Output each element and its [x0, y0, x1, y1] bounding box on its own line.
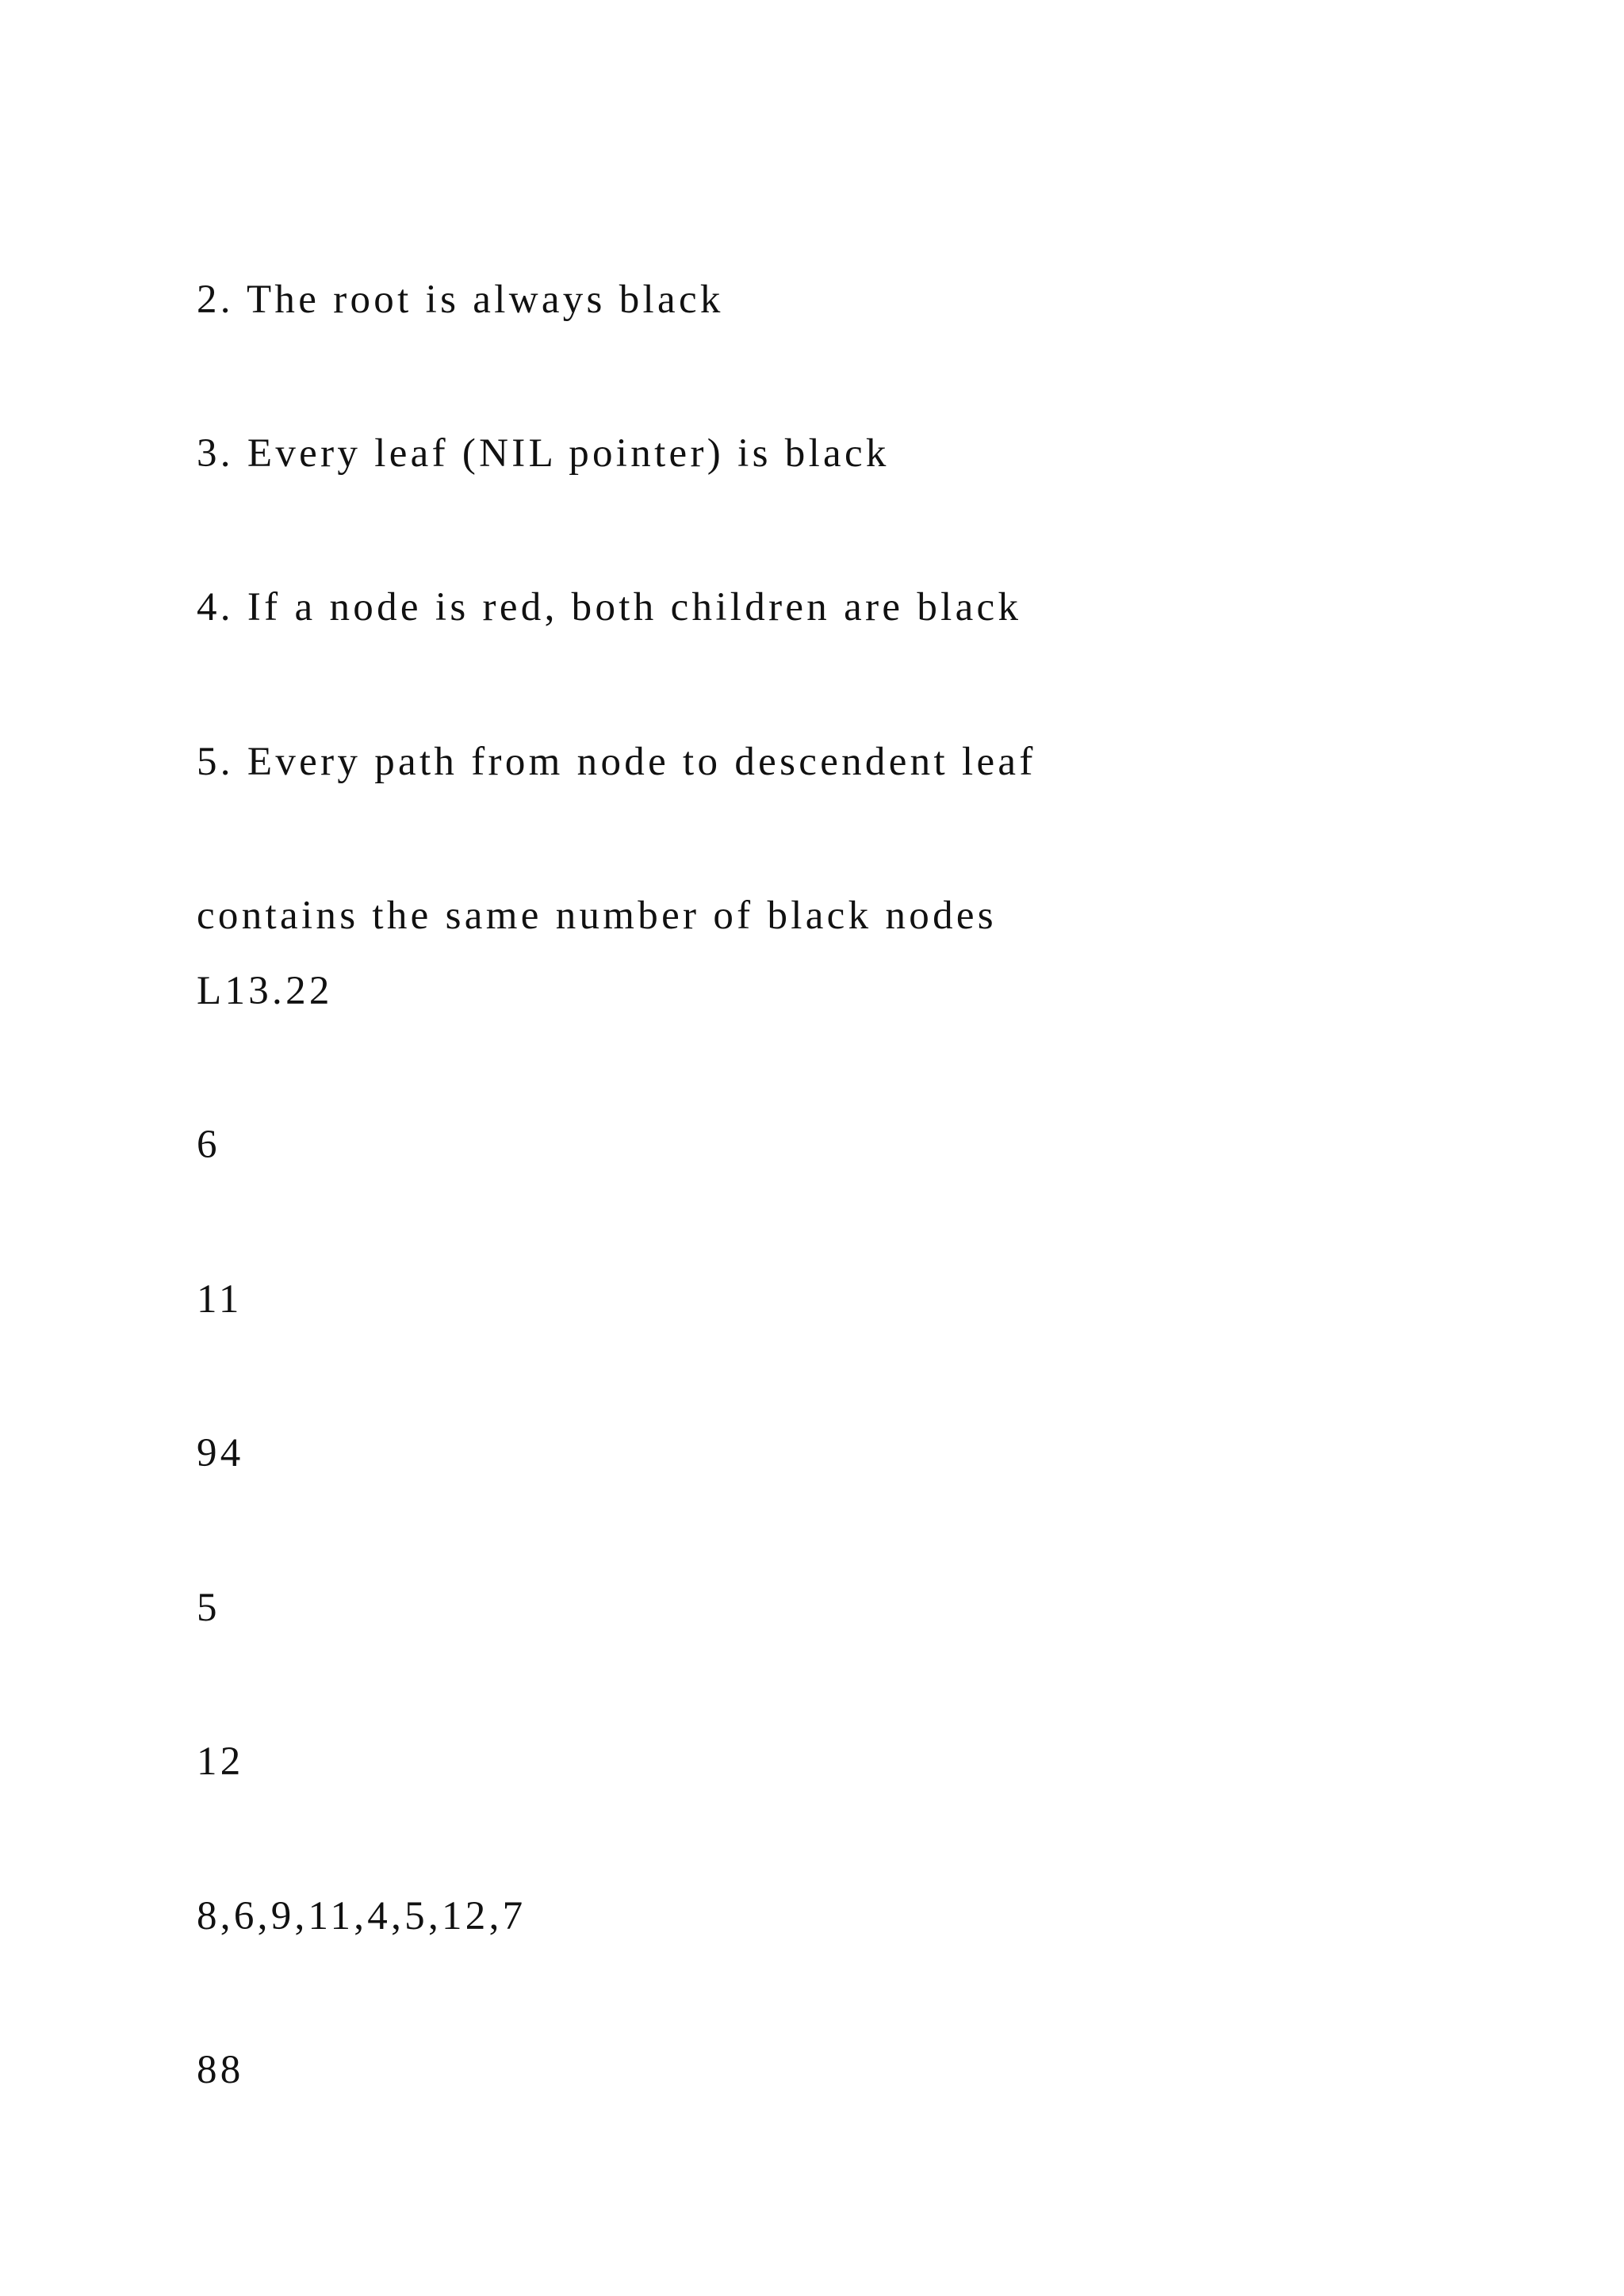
slide-reference: L13.22 [197, 969, 333, 1013]
value-line: 88 [197, 2048, 244, 2092]
value-line: 5 [197, 1586, 220, 1630]
rule-root-black: 2. The root is always black [197, 277, 724, 322]
value-sequence: 8,6,9,11,4,5,12,7 [197, 1894, 527, 1938]
value-line: 12 [197, 1739, 244, 1784]
rule-black-height-continued: contains the same number of black nodes [197, 894, 997, 938]
value-line: 94 [197, 1431, 244, 1475]
value-line: 6 [197, 1123, 220, 1167]
rule-red-children-black: 4. If a node is red, both children are black [197, 585, 1022, 629]
rule-black-height: 5. Every path from node to descendent leaf [197, 740, 1036, 784]
rule-leaf-black: 3. Every leaf (NIL pointer) is black [197, 431, 890, 476]
value-line: 11 [197, 1277, 243, 1322]
